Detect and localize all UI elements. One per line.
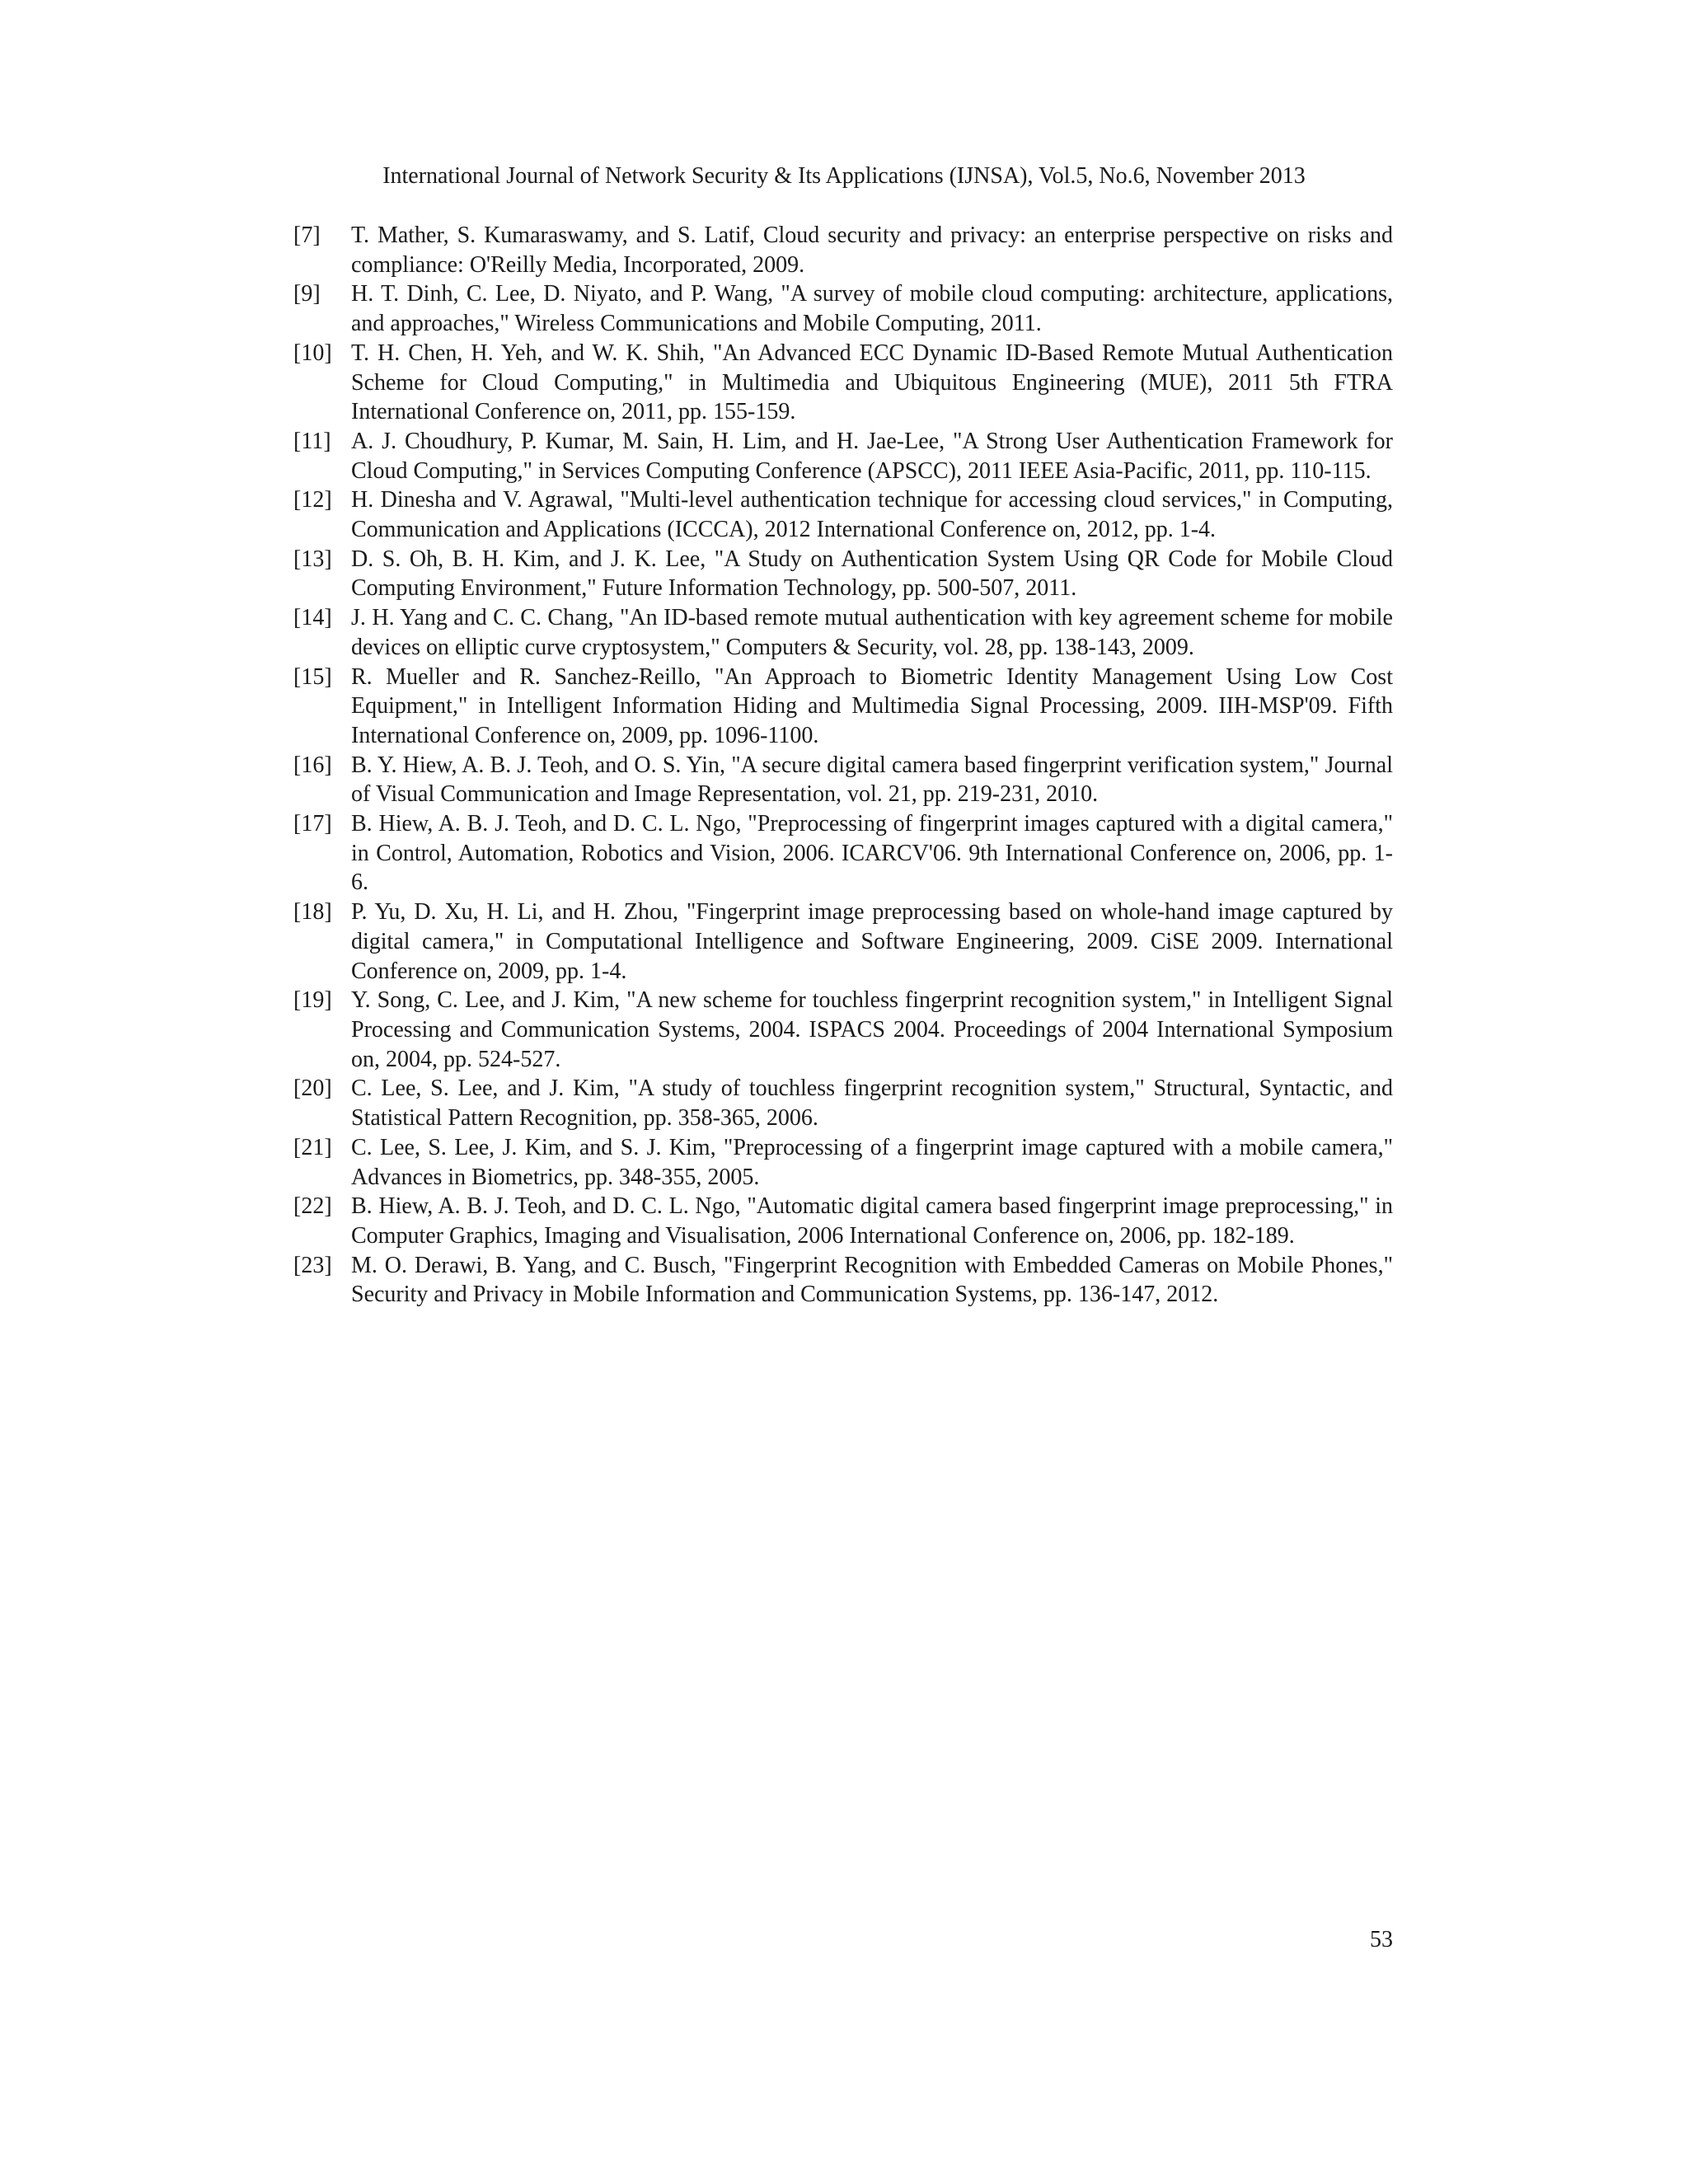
reference-text: J. H. Yang and C. C. Chang, "An ID-based remote mutual authentication with key agreement scheme for mobile devices on elliptic curve cryptosystem," Computers & Security, vol. 28, pp. 138-143, 2009. bbox=[351, 605, 1393, 660]
reference-label: [9] bbox=[293, 281, 321, 307]
reference-text: H. Dinesha and V. Agrawal, "Multi-level authentication technique for accessing cloud services," in Computing, Communication and Applications (ICCCA), 2012 International Conference on, 2012, pp. 1-4. bbox=[351, 487, 1393, 543]
reference-text: P. Yu, D. Xu, H. Li, and H. Zhou, "Fingerprint image preprocessing based on whole-hand image captured by digital camera," in Computational Intelligence and Software Engineering, 2009. CiSE 2009. International Conference on, 2009, pp. 1-4. bbox=[351, 899, 1393, 984]
reference-item bbox=[293, 1133, 1393, 1192]
reference-text: H. T. Dinh, C. Lee, D. Niyato, and P. Wang, "A survey of mobile cloud computing: architecture, applications, and approaches," Wireless Communications and Mobile Computing, 2011. bbox=[351, 281, 1393, 337]
reference-item bbox=[293, 221, 1393, 279]
reference-text: M. O. Derawi, B. Yang, and C. Busch, "Fingerprint Recognition with Embedded Cameras on Mobile Phones," Security and Privacy in Mobile Information and Communication Systems, pp. 136-147, 2012. bbox=[351, 1252, 1393, 1308]
reference-label: [12] bbox=[293, 487, 332, 513]
reference-text: C. Lee, S. Lee, J. Kim, and S. J. Kim, "Preprocessing of a fingerprint image captured with a mobile camera," Advances in Biometrics, pp. 348-355, 2005. bbox=[351, 1134, 1393, 1190]
reference-item bbox=[293, 603, 1393, 662]
reference-item bbox=[293, 1251, 1393, 1310]
reference-item bbox=[293, 1074, 1393, 1132]
running-header: International Journal of Network Security & Its Applications (IJNSA), Vol.5, No.6, November 2013 bbox=[382, 163, 1306, 189]
reference-item bbox=[293, 1192, 1393, 1250]
reference-label: [19] bbox=[293, 987, 332, 1014]
reference-item bbox=[293, 663, 1393, 751]
reference-label: [22] bbox=[293, 1193, 332, 1220]
reference-label: [11] bbox=[293, 428, 331, 454]
reference-item bbox=[293, 898, 1393, 986]
reference-text: A. J. Choudhury, P. Kumar, M. Sain, H. Lim, and H. Jae-Lee, "A Strong User Authentication Framework for Cloud Computing," in Services Computing Conference (APSCC), 2011 IEEE Asia-Pacific, 2011, pp. 110-115. bbox=[351, 428, 1393, 484]
reference-label: [14] bbox=[293, 605, 332, 631]
reference-label: [23] bbox=[293, 1252, 332, 1278]
page-number: 53 bbox=[1370, 1927, 1393, 1952]
reference-text: B. Hiew, A. B. J. Teoh, and D. C. L. Ngo, "Preprocessing of fingerprint images captured with a digital camera," in Control, Automation, Robotics and Vision, 2006. ICARCV'06. 9th International Conference on, 2006, pp. 1-6. bbox=[351, 811, 1393, 896]
reference-label: [21] bbox=[293, 1134, 332, 1160]
reference-text: B. Y. Hiew, A. B. J. Teoh, and O. S. Yin, "A secure digital camera based fingerprint verification system," Journal of Visual Communication and Image Representation, vol. 21, pp. 219-231, 2010. bbox=[351, 752, 1393, 808]
reference-item bbox=[293, 751, 1393, 809]
reference-label: [20] bbox=[293, 1076, 332, 1102]
reference-item bbox=[293, 339, 1393, 427]
reference-label: [15] bbox=[293, 663, 332, 690]
reference-text: D. S. Oh, B. H. Kim, and J. K. Lee, "A Study on Authentication System Using QR Code for Mobile Cloud Computing Environment," Future Information Technology, pp. 500-507, 2011. bbox=[351, 546, 1393, 602]
reference-text: T. Mather, S. Kumaraswamy, and S. Latif, Cloud security and privacy: an enterprise perspective on risks and compliance: O'Reilly Media, Incorporated, 2009. bbox=[351, 223, 1393, 278]
reference-label: [10] bbox=[293, 340, 332, 366]
reference-label: [7] bbox=[293, 223, 321, 248]
reference-label: [17] bbox=[293, 811, 332, 837]
reference-list bbox=[293, 221, 1393, 1310]
reference-label: [13] bbox=[293, 546, 332, 572]
reference-label: [18] bbox=[293, 899, 332, 926]
reference-label: [16] bbox=[293, 752, 332, 778]
reference-item bbox=[293, 427, 1393, 485]
reference-item bbox=[293, 986, 1393, 1074]
reference-text: C. Lee, S. Lee, and J. Kim, "A study of touchless fingerprint recognition system," Structural, Syntactic, and Statistical Pattern Recognition, pp. 358-365, 2006. bbox=[351, 1076, 1393, 1132]
reference-text: B. Hiew, A. B. J. Teoh, and D. C. L. Ngo, "Automatic digital camera based fingerprint image preprocessing," in Computer Graphics, Imaging and Visualisation, 2006 International Conference on, 2006, pp. 182-189. bbox=[351, 1193, 1393, 1249]
reference-text: R. Mueller and R. Sanchez-Reillo, "An Approach to Biometric Identity Management Using Low Cost Equipment," in Intelligent Information Hiding and Multimedia Signal Processing, 2009. IIH-MSP'09. Fifth International Conference on, 2009, pp. 1096-1100. bbox=[351, 663, 1393, 748]
reference-item bbox=[293, 809, 1393, 898]
reference-item bbox=[293, 279, 1393, 338]
reference-item bbox=[293, 545, 1393, 603]
reference-item bbox=[293, 485, 1393, 544]
reference-text: T. H. Chen, H. Yeh, and W. K. Shih, "An Advanced ECC Dynamic ID-Based Remote Mutual Authentication Scheme for Cloud Computing," in Multimedia and Ubiquitous Engineering (MUE), 2011 5th FTRA International Conference on, 2011, pp. 155-159. bbox=[351, 340, 1393, 425]
reference-text: Y. Song, C. Lee, and J. Kim, "A new scheme for touchless fingerprint recognition system," in Intelligent Signal Processing and Communication Systems, 2004. ISPACS 2004. Proceedings of 2004 International Symposium on, 2004, pp. 524-527. bbox=[351, 987, 1393, 1072]
